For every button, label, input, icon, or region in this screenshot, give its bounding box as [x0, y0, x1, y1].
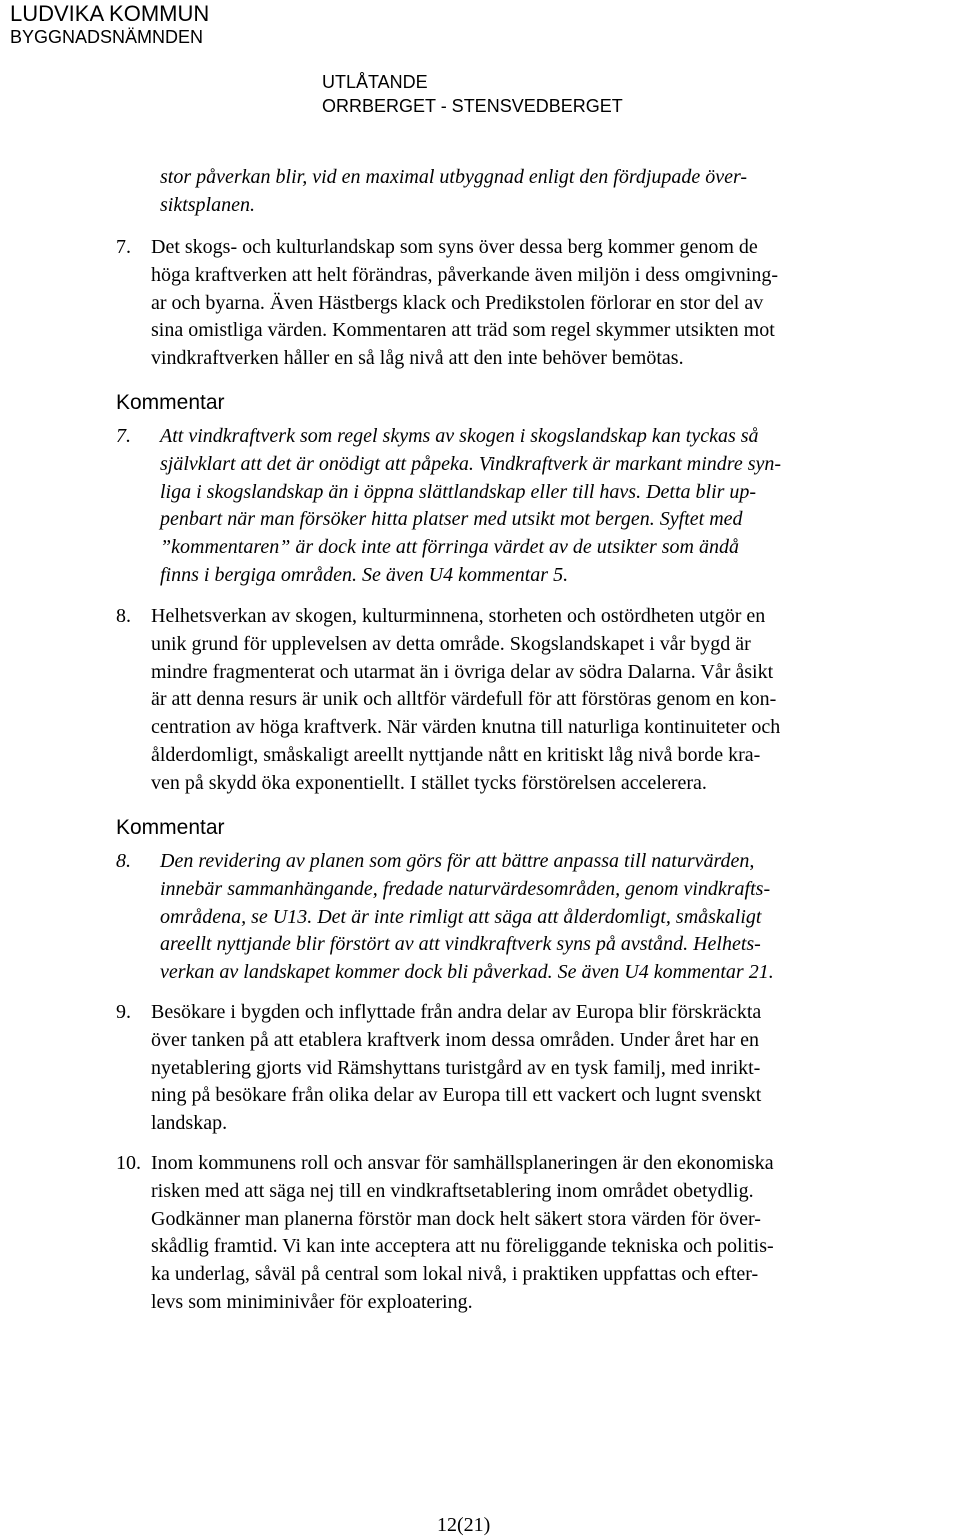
text-line: ålderdomligt, småskaligt areellt nyttjande nått en kritiskt låg nivå borde kra- [151, 743, 761, 766]
text-line: Inom kommunens roll och ansvar för samhällsplaneringen är den ekonomiska [151, 1152, 774, 1174]
text-line: penbart när man försöker hitta platser med utsikt mot bergen. Syftet med [160, 508, 743, 531]
item-9-text [151, 999, 761, 1138]
document-type: UTLÅTANDE [322, 72, 428, 92]
item-number: 8. [116, 605, 131, 627]
text-line: ning på besökare från olika delar av Europa till ett vackert och lugnt svenskt [151, 1084, 762, 1107]
project-name: ORRBERGET - STENSVEDBERGET [322, 96, 623, 116]
page-number: 12(21) [437, 1514, 491, 1536]
text-line: mindre fragmenterat och utarmat än i övriga delar av södra Dalarna. Vår åsikt [151, 660, 774, 683]
text-line: över tanken på att etablera kraftverk inom dessa områden. Under året har en [151, 1028, 760, 1051]
text-line: Godkänner man planerna förstör man dock helt säkert stora värden för över- [151, 1207, 761, 1230]
item-number: 9. [116, 1001, 131, 1023]
text-line: centration av höga kraftverk. När värden knutna till naturliga kontinuiteter och [151, 716, 781, 739]
text-line: innebär sammanhängande, fredade naturvärdesområden, genom vindkrafts- [160, 877, 771, 900]
text-line: ”kommentaren” är dock inte att förringa värdet av de utsikter som ändå [160, 536, 740, 559]
text-line: levs som miniminivåer för exploatering. [151, 1290, 473, 1313]
item-10-text [151, 1150, 774, 1317]
text-line: areellt nyttjande blir förstört av att vindkraftverk syns på avstånd. Helhets- [160, 933, 761, 956]
text-line: finns i bergiga områden. Se även U4 kommentar 5. [160, 563, 569, 586]
comment-number: 7. [116, 425, 131, 447]
text-line: liga i skogslandskap än i öppna slättlandskap eller till havs. Detta blir up- [160, 480, 757, 503]
item-number: 10. [116, 1152, 141, 1174]
text-line: risken med att säga nej till en vindkraftsetablering inom området obetydlig. [151, 1179, 754, 1202]
text-line: ar och byarna. Även Hästbergs klack och Predikstolen förlorar en stor del av [151, 291, 764, 314]
comment-8-text [160, 848, 774, 987]
item-8-text [151, 603, 780, 798]
text-line: landskap. [151, 1112, 228, 1135]
comment-heading: Kommentar [116, 816, 225, 839]
item-7-text [151, 234, 778, 373]
text-line: Att vindkraftverk som regel skyms av skogen i skogslandskap kan tyckas så [160, 425, 759, 447]
text-line: är att denna resurs är unik och alltför värdefull för att förstöras genom en kon- [151, 688, 777, 711]
text-line: ka underlag, såväl på central som lokal nivå, i praktiken uppfattas och efter- [151, 1263, 759, 1286]
item-number: 7. [116, 236, 131, 258]
text-line: skådlig framtid. Vi kan inte acceptera att nu föreliggande tekniska och politis- [151, 1235, 774, 1258]
intro-comment [160, 164, 747, 220]
department-name: BYGGNADSNÄMNDEN [10, 27, 204, 47]
text-line: Den revidering av planen som görs för att bättre anpassa till naturvärden, [160, 850, 755, 872]
comment-number: 8. [116, 850, 131, 872]
text-line: verkan av landskapet kommer dock bli påverkad. Se även U4 kommentar 21. [160, 961, 774, 984]
text-line: stor påverkan blir, vid en maximal utbyggnad enligt den fördjupade över- [160, 166, 748, 188]
text-line: Besökare i bygden och inflyttade från andra delar av Europa blir förskräckta [151, 1001, 762, 1023]
text-line: Helhetsverkan av skogen, kulturminnena, storheten och ostördheten utgör en [151, 605, 766, 627]
text-line: höga kraftverken att helt förändras, påverkande även miljön i dess omgivning- [151, 263, 779, 286]
organization-name: LUDVIKA KOMMUN [10, 1, 210, 26]
comment-heading: Kommentar [116, 391, 225, 414]
text-line: områdena, se U13. Det är inte rimligt att säga att ålderdomligt, småskaligt [160, 905, 762, 928]
text-line: Det skogs- och kulturlandskap som syns över dessa berg kommer genom de [151, 236, 758, 258]
text-line: ven på skydd öka exponentiellt. I stället tycks förstörelsen accelerera. [151, 771, 707, 794]
text-line: sina omistliga värden. Kommentaren att träd som regel skymmer utsikten mot [151, 319, 775, 342]
comment-7-text [160, 423, 781, 590]
text-line: vindkraftverken håller en så låg nivå att den inte behöver bemötas. [151, 347, 684, 370]
text-line: unik grund för upplevelsen av detta område. Skogslandskapet i vår bygd är [151, 632, 751, 655]
text-line: nyetablering gjorts vid Rämshyttans turistgård av en tysk familj, med inrikt- [151, 1056, 761, 1079]
text-line: siktsplanen. [160, 193, 255, 216]
text-line: självklart att det är onödigt att påpeka. Vindkraftverk är markant mindre syn- [160, 452, 782, 475]
